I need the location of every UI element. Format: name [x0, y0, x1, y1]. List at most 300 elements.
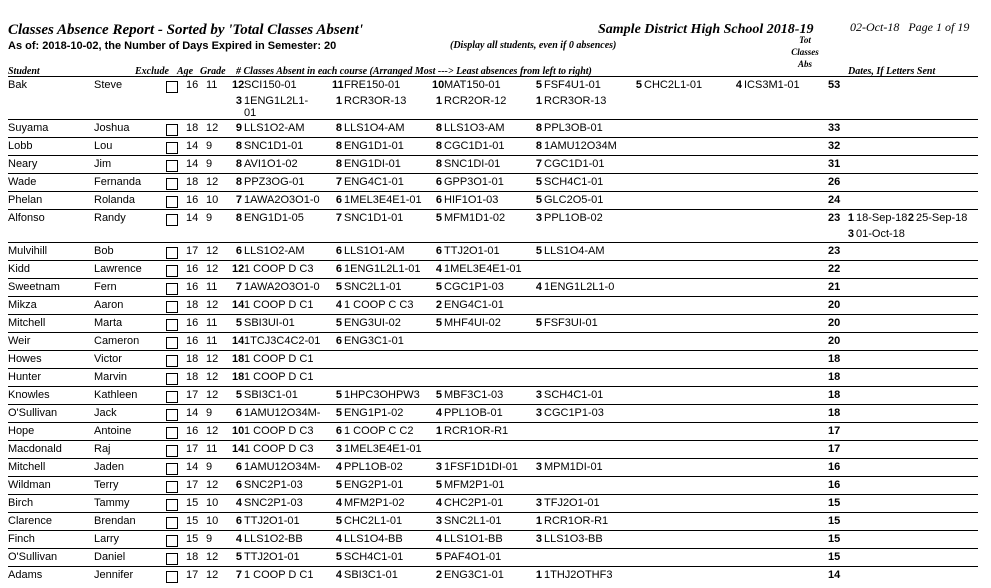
student-first-name: Tammy — [94, 497, 130, 509]
course-absence-count: 2 — [435, 299, 442, 311]
total-classes-absent: 26 — [828, 176, 841, 188]
student-age: 18 — [186, 353, 199, 365]
as-of-line: As of: 2018-10-02, the Number of Days Expired in Semester: 20 — [8, 40, 337, 52]
course-absence-count: 3 — [535, 461, 542, 473]
course-absence-count: 5 — [435, 212, 442, 224]
course-absence-count: 8 — [335, 158, 342, 170]
course-absence-count: 4 — [435, 407, 442, 419]
student-last-name: Weir — [8, 335, 31, 347]
student-age: 17 — [186, 245, 199, 257]
course-absence-count: 18 — [232, 353, 245, 365]
print-date: 02-Oct-18 — [850, 20, 900, 34]
total-classes-absent: 18 — [828, 353, 841, 365]
total-classes-absent: 33 — [828, 122, 841, 134]
course-code: SNC2P1-03 — [244, 479, 303, 491]
row-divider — [8, 386, 978, 387]
row-divider — [8, 566, 978, 567]
student-last-name: Bak — [8, 79, 27, 91]
student-first-name: Victor — [94, 353, 122, 365]
total-classes-absent: 16 — [828, 479, 841, 491]
student-last-name: O'Sullivan — [8, 551, 58, 563]
course-code: ENG1P1-02 — [344, 407, 404, 419]
course-absence-count: 4 — [235, 533, 242, 545]
course-absence-count: 10 — [432, 79, 445, 91]
row-divider — [8, 173, 978, 174]
course-absence-count: 5 — [335, 317, 342, 329]
tot-header-1: Tot — [799, 35, 811, 45]
exclude-checkbox[interactable] — [166, 481, 178, 493]
course-absence-count: 6 — [435, 194, 442, 206]
student-first-name: Larry — [94, 533, 120, 545]
student-last-name: Sweetnam — [8, 281, 60, 293]
course-absence-count: 12 — [232, 79, 245, 91]
row-divider — [8, 278, 978, 279]
student-age: 15 — [186, 515, 199, 527]
student-age: 14 — [186, 140, 199, 152]
student-first-name: Randy — [94, 212, 126, 224]
course-code: 1 COOP D C1 — [244, 353, 314, 365]
course-code: ENG3C1-01 — [444, 569, 504, 581]
course-code: FSF3UI-01 — [544, 317, 598, 329]
course-absence-count: 6 — [335, 263, 342, 275]
student-age: 15 — [186, 497, 199, 509]
total-classes-absent: 15 — [828, 515, 841, 527]
course-absence-count: 8 — [235, 176, 242, 188]
letter-date: 18-Sep-18 — [856, 212, 908, 224]
course-absence-count: 8 — [235, 158, 242, 170]
row-divider — [8, 119, 978, 120]
student-first-name: Terry — [94, 479, 119, 491]
student-grade: 12 — [206, 425, 219, 437]
exclude-checkbox[interactable] — [166, 499, 178, 511]
student-grade: 10 — [206, 194, 219, 206]
course-absence-count: 18 — [232, 371, 245, 383]
row-divider — [8, 296, 978, 297]
course-absence-count: 4 — [435, 263, 442, 275]
course-absence-count: 7 — [535, 158, 542, 170]
exclude-checkbox[interactable] — [166, 337, 178, 349]
course-absence-count: 4 — [235, 497, 242, 509]
total-classes-absent: 17 — [828, 425, 841, 437]
student-grade: 12 — [206, 371, 219, 383]
course-code: 1AWA2O3O1-0 — [244, 281, 320, 293]
course-absence-count: 4 — [335, 533, 342, 545]
total-classes-absent: 17 — [828, 443, 841, 455]
exclude-checkbox[interactable] — [166, 214, 178, 226]
course-code: 1ENG1L2L1- — [244, 95, 309, 107]
course-absence-count: 7 — [335, 212, 342, 224]
course-code: 1HPC3OHPW3 — [344, 389, 420, 401]
student-age: 16 — [186, 194, 199, 206]
course-code: RCR3OR-13 — [344, 95, 407, 107]
course-absence-count: 5 — [435, 281, 442, 293]
course-absence-count: 7 — [235, 281, 242, 293]
student-age: 14 — [186, 212, 199, 224]
course-absence-count: 12 — [232, 263, 245, 275]
row-divider — [8, 548, 978, 549]
exclude-checkbox[interactable] — [166, 196, 178, 208]
course-absence-count: 8 — [535, 140, 542, 152]
student-last-name: Lobb — [8, 140, 33, 152]
exclude-checkbox[interactable] — [166, 124, 178, 136]
course-code: LLS1O3-BB — [544, 533, 603, 545]
course-code: SCH4C1-01 — [544, 389, 604, 401]
course-absence-count: 8 — [435, 122, 442, 134]
student-grade: 12 — [206, 569, 219, 581]
student-age: 16 — [186, 281, 199, 293]
exclude-checkbox[interactable] — [166, 160, 178, 172]
exclude-checkbox[interactable] — [166, 463, 178, 475]
student-last-name: Clarence — [8, 515, 53, 527]
course-code: PAF4O1-01 — [444, 551, 502, 563]
exclude-checkbox[interactable] — [166, 178, 178, 190]
student-grade: 9 — [206, 140, 213, 152]
student-grade: 9 — [206, 212, 213, 224]
course-code: CHC2P1-01 — [444, 497, 504, 509]
row-divider — [8, 314, 978, 315]
row-divider — [8, 137, 978, 138]
total-classes-absent: 32 — [828, 140, 841, 152]
student-last-name: Suyama — [8, 122, 49, 134]
student-age: 15 — [186, 533, 199, 545]
course-code: 1MEL3E4E1-01 — [344, 443, 422, 455]
student-age: 14 — [186, 407, 199, 419]
course-absence-count: 8 — [335, 140, 342, 152]
row-divider — [8, 440, 978, 441]
course-absence-count: 7 — [335, 176, 342, 188]
row-divider — [8, 350, 978, 351]
row-divider — [8, 242, 978, 243]
student-last-name: Macdonald — [8, 443, 62, 455]
course-absence-count: 3 — [535, 389, 542, 401]
course-code: SBI3C1-01 — [344, 569, 398, 581]
course-absence-count: 3 — [535, 533, 542, 545]
course-absence-count: 1 — [535, 569, 542, 581]
course-code: MFM2P1-02 — [344, 497, 405, 509]
course-code: RCR2OR-12 — [444, 95, 507, 107]
course-absence-count: 8 — [235, 212, 242, 224]
exclude-checkbox[interactable] — [166, 391, 178, 403]
course-absence-count: 6 — [335, 425, 342, 437]
col-grade: Grade — [200, 66, 226, 77]
row-divider — [8, 191, 978, 192]
total-classes-absent: 20 — [828, 299, 841, 311]
course-code: PPL1OB-01 — [444, 407, 503, 419]
student-last-name: Wildman — [8, 479, 51, 491]
print-date-page — [850, 20, 969, 35]
course-code: 1MEL3E4E1-01 — [344, 194, 422, 206]
student-grade: 12 — [206, 551, 219, 563]
student-grade: 12 — [206, 245, 219, 257]
tot-header-2: Classes — [791, 47, 819, 57]
student-age: 16 — [186, 79, 199, 91]
course-code: SBI3C1-01 — [244, 389, 298, 401]
course-absence-count: 3 — [235, 95, 242, 107]
student-grade: 12 — [206, 479, 219, 491]
exclude-checkbox[interactable] — [166, 535, 178, 547]
course-code: AVI1O1-02 — [244, 158, 298, 170]
total-classes-absent: 24 — [828, 194, 841, 206]
student-grade: 12 — [206, 122, 219, 134]
total-classes-absent: 15 — [828, 497, 841, 509]
course-absence-count: 1 — [435, 95, 442, 107]
course-absence-count: 8 — [435, 140, 442, 152]
course-absence-count: 8 — [335, 122, 342, 134]
row-divider — [8, 458, 978, 459]
exclude-checkbox[interactable] — [166, 142, 178, 154]
student-first-name: Antoine — [94, 425, 132, 437]
course-absence-count: 14 — [232, 335, 245, 347]
course-absence-count: 6 — [235, 515, 242, 527]
exclude-checkbox[interactable] — [166, 247, 178, 259]
student-grade: 12 — [206, 389, 219, 401]
student-first-name: Aaron — [94, 299, 124, 311]
total-classes-absent: 53 — [828, 79, 841, 91]
course-absence-count: 6 — [235, 479, 242, 491]
course-code: 1AMU12O34M — [544, 140, 617, 152]
course-absence-count: 4 — [535, 281, 542, 293]
row-divider — [8, 476, 978, 477]
course-absence-count: 4 — [335, 497, 342, 509]
course-absence-count: 1 — [535, 515, 542, 527]
course-code: HIF1O1-03 — [444, 194, 499, 206]
student-last-name: Neary — [8, 158, 38, 170]
student-first-name: Fern — [94, 281, 117, 293]
course-code: CHC2L1-01 — [644, 79, 703, 91]
course-code: PPZ3OG-01 — [244, 176, 305, 188]
letter-number: 2 — [907, 212, 914, 224]
total-classes-absent: 20 — [828, 335, 841, 347]
course-absence-count: 1 — [335, 95, 342, 107]
exclude-checkbox[interactable] — [166, 427, 178, 439]
student-first-name: Fernanda — [94, 176, 142, 188]
course-absence-count: 3 — [535, 212, 542, 224]
course-code: LLS1O4-AM — [344, 122, 405, 134]
row-divider — [8, 404, 978, 405]
course-code-wrap: 01 — [244, 107, 257, 119]
course-code: CGC1D1-01 — [444, 140, 505, 152]
student-age: 16 — [186, 263, 199, 275]
exclude-checkbox[interactable] — [166, 571, 178, 583]
student-first-name: Cameron — [94, 335, 140, 347]
course-code: SBI3UI-01 — [244, 317, 295, 329]
student-grade: 11 — [206, 317, 218, 329]
course-code: MFM1D1-02 — [444, 212, 506, 224]
course-absence-count: 7 — [235, 569, 242, 581]
course-absence-count: 8 — [435, 158, 442, 170]
student-grade: 12 — [206, 176, 219, 188]
course-code: LLS1O3-AM — [444, 122, 505, 134]
student-first-name: Daniel — [94, 551, 126, 563]
course-code: LLS1O4-BB — [344, 533, 403, 545]
page-info: Page 1 of 19 — [908, 20, 970, 34]
course-code: CHC2L1-01 — [344, 515, 403, 527]
course-absence-count: 5 — [535, 317, 542, 329]
student-last-name: Mulvihill — [8, 245, 48, 257]
exclude-checkbox[interactable] — [166, 445, 178, 457]
course-absence-count: 7 — [235, 194, 242, 206]
course-code: RCR3OR-13 — [544, 95, 607, 107]
course-code: FSF4U1-01 — [544, 79, 601, 91]
student-last-name: Adams — [8, 569, 43, 581]
exclude-checkbox[interactable] — [166, 355, 178, 367]
student-first-name: Marvin — [94, 371, 128, 383]
course-code: GLC2O5-01 — [544, 194, 604, 206]
course-code: 1 COOP D C1 — [244, 569, 314, 581]
course-code: MHF4UI-02 — [444, 317, 501, 329]
row-divider — [8, 332, 978, 333]
student-last-name: Mitchell — [8, 317, 46, 329]
course-absence-count: 6 — [235, 461, 242, 473]
course-code: SCI150-01 — [244, 79, 297, 91]
course-absence-count: 4 — [335, 299, 342, 311]
student-first-name: Marta — [94, 317, 123, 329]
student-last-name: Phelan — [8, 194, 43, 206]
letter-date: 25-Sep-18 — [916, 212, 968, 224]
student-age: 14 — [186, 158, 199, 170]
course-code: SNC1DI-01 — [444, 158, 501, 170]
course-absence-count: 5 — [435, 551, 442, 563]
course-absence-count: 6 — [435, 245, 442, 257]
course-code: 1THJ2OTHF3 — [544, 569, 613, 581]
exclude-checkbox[interactable] — [166, 81, 178, 93]
course-code: LLS1O2-AM — [244, 122, 305, 134]
course-absence-count: 8 — [535, 122, 542, 134]
row-divider — [8, 422, 978, 423]
total-classes-absent: 22 — [828, 263, 841, 275]
display-note: (Display all students, even if 0 absences) — [450, 40, 617, 51]
course-code: CGC1D1-01 — [544, 158, 605, 170]
course-code: 1FSF1D1DI-01 — [444, 461, 518, 473]
student-last-name: Hope — [8, 425, 35, 437]
student-first-name: Rolanda — [94, 194, 135, 206]
course-code: RCR1OR-R1 — [544, 515, 609, 527]
course-code: TTJ2O1-01 — [444, 245, 500, 257]
exclude-checkbox[interactable] — [166, 319, 178, 331]
student-last-name: Mitchell — [8, 461, 46, 473]
student-age: 16 — [186, 317, 199, 329]
course-code: SNC2L1-01 — [444, 515, 502, 527]
student-first-name: Steve — [94, 79, 123, 91]
student-first-name: Lawrence — [94, 263, 142, 275]
exclude-checkbox[interactable] — [166, 301, 178, 313]
course-code: 1 COOP D C1 — [244, 371, 314, 383]
course-absence-count: 10 — [232, 425, 245, 437]
course-absence-count: 3 — [435, 461, 442, 473]
course-code: PPL1OB-02 — [544, 212, 603, 224]
exclude-checkbox[interactable] — [166, 517, 178, 529]
header-rule — [8, 76, 978, 77]
course-code: 1TCJ3C4C2-01 — [244, 335, 321, 347]
course-absence-count: 5 — [535, 79, 542, 91]
row-divider — [8, 512, 978, 513]
course-code: 1 COOP D C3 — [244, 443, 314, 455]
course-code: MPM1DI-01 — [544, 461, 603, 473]
course-code: CGC1P1-03 — [544, 407, 604, 419]
course-absence-count: 6 — [235, 407, 242, 419]
course-code: 1 COOP C C2 — [344, 425, 414, 437]
course-absence-count: 8 — [235, 140, 242, 152]
student-first-name: Kathleen — [94, 389, 138, 401]
student-age: 16 — [186, 335, 199, 347]
course-code: 1AMU12O34M- — [244, 461, 321, 473]
course-code: CGC1P1-03 — [444, 281, 504, 293]
student-age: 14 — [186, 461, 199, 473]
row-divider — [8, 368, 978, 369]
student-first-name: Raj — [94, 443, 111, 455]
course-absence-count: 1 — [435, 425, 442, 437]
student-age: 17 — [186, 569, 199, 581]
student-last-name: Alfonso — [8, 212, 45, 224]
total-classes-absent: 15 — [828, 533, 841, 545]
total-classes-absent: 23 — [828, 212, 841, 224]
exclude-checkbox[interactable] — [166, 265, 178, 277]
course-code: GPP3O1-01 — [444, 176, 504, 188]
course-absence-count: 6 — [335, 335, 342, 347]
course-absence-count: 4 — [435, 533, 442, 545]
course-absence-count: 5 — [535, 176, 542, 188]
course-code: 1AMU12O34M- — [244, 407, 321, 419]
course-absence-count: 3 — [535, 497, 542, 509]
student-first-name: Jaden — [94, 461, 124, 473]
course-code: SNC1D1-01 — [344, 212, 404, 224]
student-last-name: Howes — [8, 353, 42, 365]
course-code: ENG1DI-01 — [344, 158, 401, 170]
student-last-name: Birch — [8, 497, 34, 509]
student-first-name: Jack — [94, 407, 117, 419]
total-classes-absent: 23 — [828, 245, 841, 257]
student-last-name: Wade — [8, 176, 37, 188]
student-age: 17 — [186, 389, 199, 401]
course-absence-count: 5 — [335, 551, 342, 563]
course-absence-count: 5 — [335, 479, 342, 491]
student-first-name: Joshua — [94, 122, 130, 134]
exclude-checkbox[interactable] — [166, 283, 178, 295]
row-divider — [8, 494, 978, 495]
student-age: 17 — [186, 443, 199, 455]
course-code: SCH4C1-01 — [344, 551, 404, 563]
course-code: ENG3UI-02 — [344, 317, 401, 329]
student-grade: 9 — [206, 158, 213, 170]
course-absence-count: 5 — [435, 317, 442, 329]
exclude-checkbox[interactable] — [166, 553, 178, 565]
letter-number: 3 — [847, 228, 854, 240]
course-absence-count: 3 — [335, 443, 342, 455]
student-first-name: Lou — [94, 140, 113, 152]
course-absence-count: 3 — [435, 515, 442, 527]
course-absence-count: 3 — [535, 407, 542, 419]
student-grade: 12 — [206, 353, 219, 365]
exclude-checkbox[interactable] — [166, 373, 178, 385]
col-age: Age — [177, 66, 194, 77]
report-title: Classes Absence Report - Sorted by 'Total Classes Absent' — [8, 22, 364, 38]
course-absence-count: 9 — [235, 122, 242, 134]
student-grade: 10 — [206, 515, 219, 527]
course-code: TFJ2O1-01 — [544, 497, 600, 509]
course-absence-count: 2 — [435, 569, 442, 581]
letter-date: 01-Oct-18 — [856, 228, 905, 240]
student-last-name: Knowles — [8, 389, 50, 401]
course-absence-count: 11 — [332, 79, 344, 91]
student-grade: 11 — [206, 281, 218, 293]
course-absence-count: 5 — [235, 389, 242, 401]
total-classes-absent: 16 — [828, 461, 841, 473]
course-code: PPL3OB-01 — [544, 122, 603, 134]
course-code: SCH4C1-01 — [544, 176, 604, 188]
col-exclude: Exclude — [135, 66, 169, 77]
exclude-checkbox[interactable] — [166, 409, 178, 421]
course-absence-count: 5 — [335, 389, 342, 401]
